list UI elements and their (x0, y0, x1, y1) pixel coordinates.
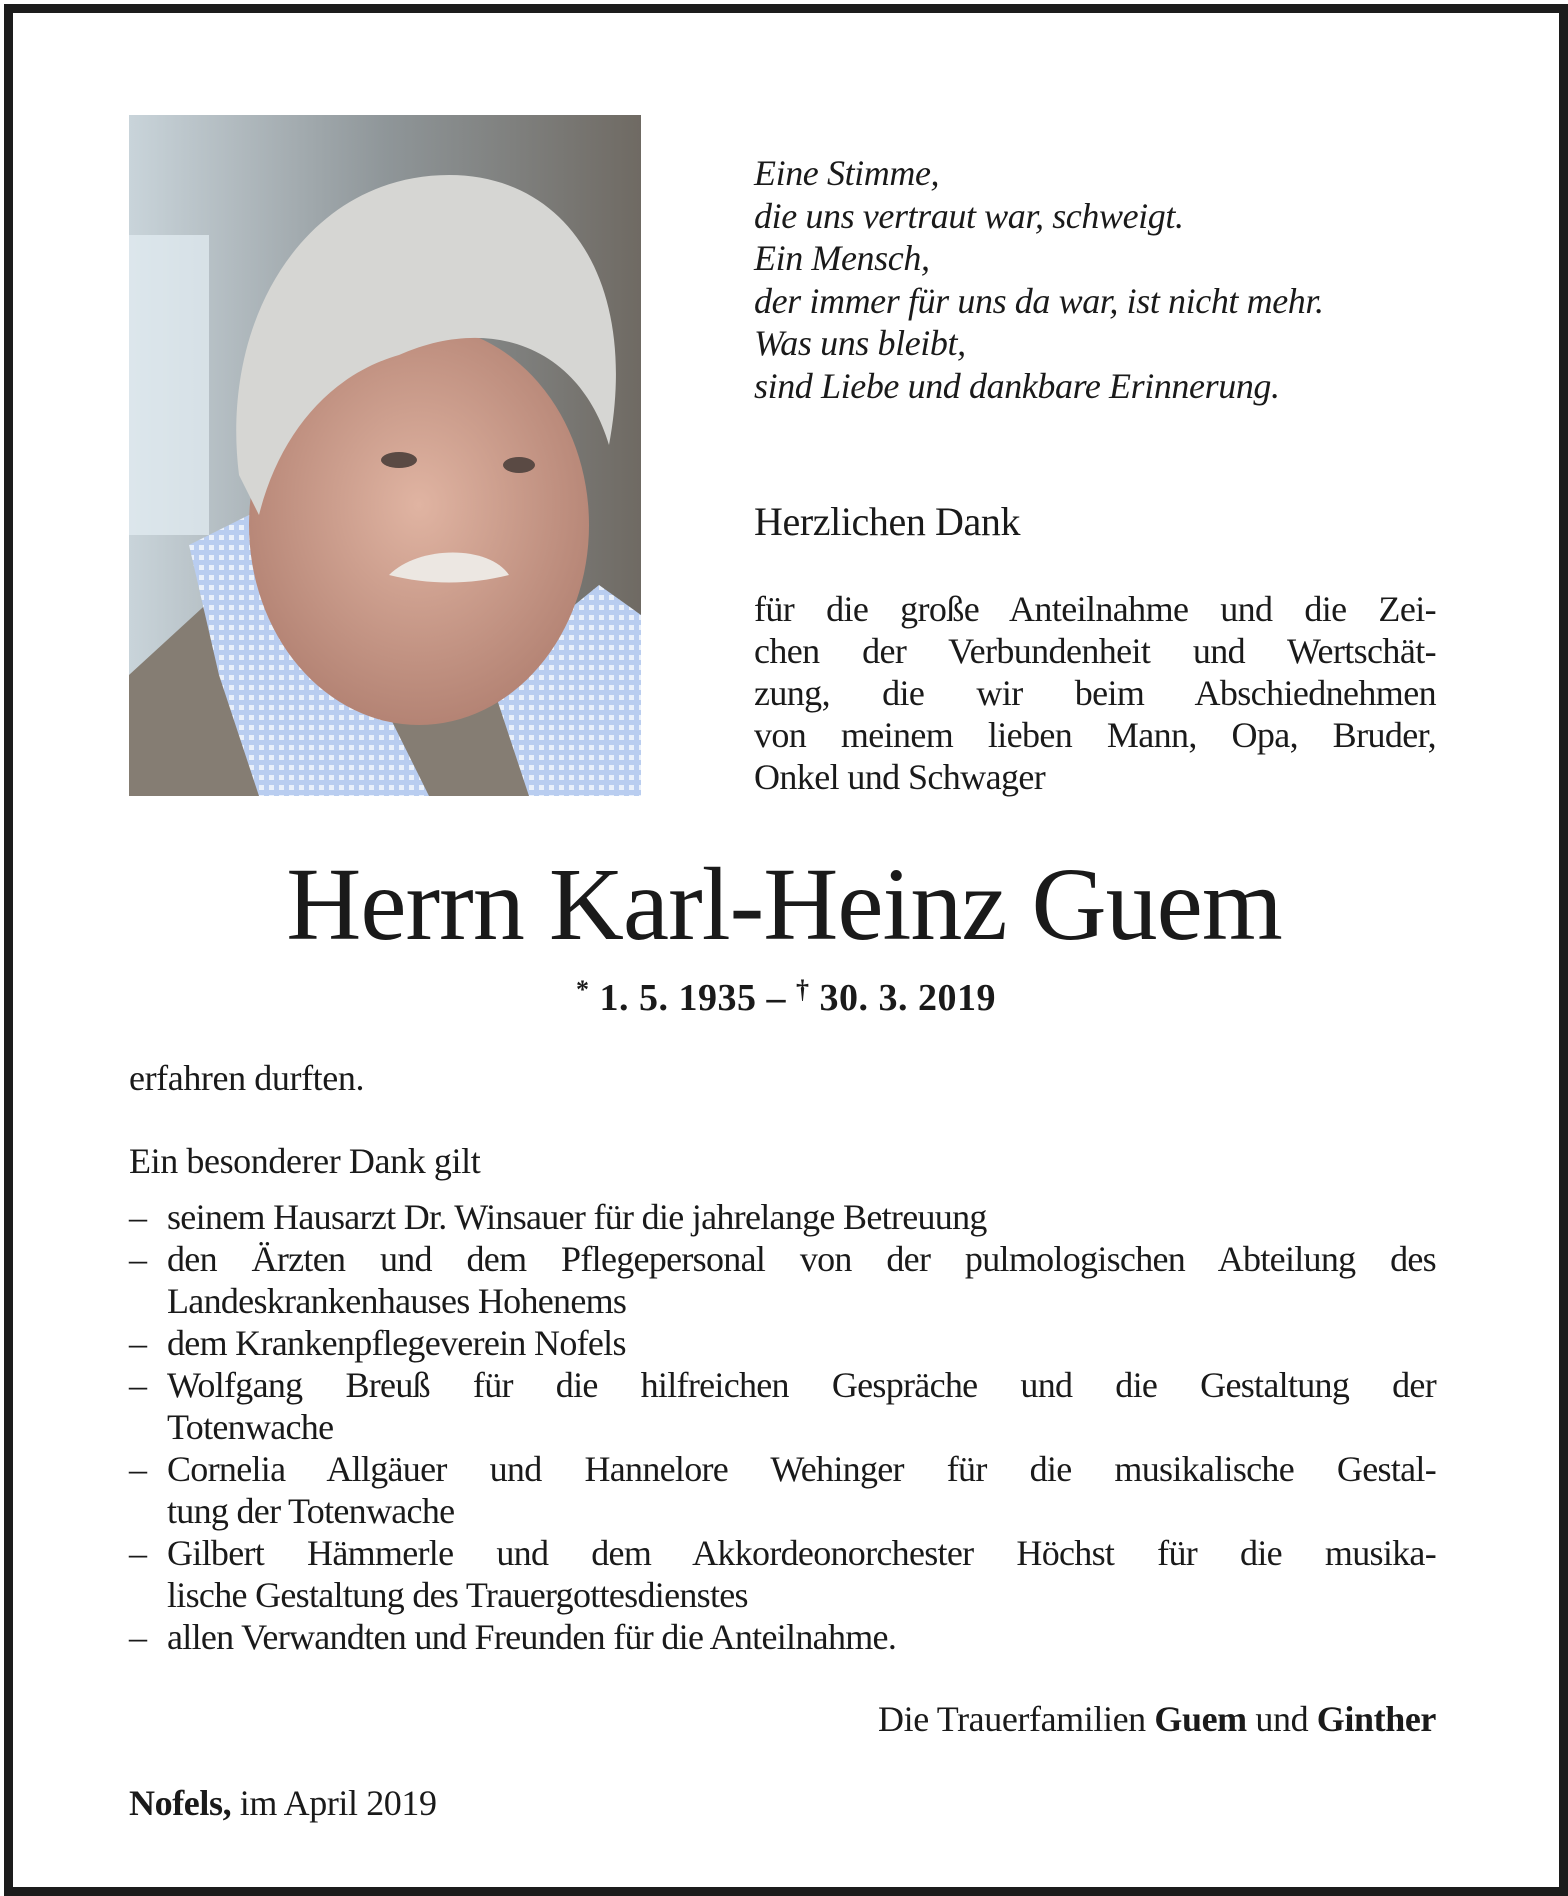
thanks-list (129, 1196, 1436, 1658)
signature-conjunction: und (1255, 1699, 1309, 1739)
list-item-line: tung der Totenwache (167, 1491, 455, 1531)
portrait-photo (129, 115, 641, 796)
list-item-line: Gilbert Hämmerle und dem Akkordeonorchester Höchst für die musika- (167, 1533, 1436, 1573)
list-item-line: den Ärzten und dem Pflegepersonal von der pulmologischen Abteilung des (167, 1239, 1436, 1279)
list-dash: – (129, 1197, 147, 1237)
birth-symbol: * (576, 975, 590, 1004)
list-item (129, 1532, 1436, 1616)
thanks-heading: Herzlichen Dank (754, 499, 1021, 544)
poem-line: Was uns bleibt, (754, 323, 966, 363)
list-item (129, 1364, 1436, 1448)
list-dash: – (129, 1323, 147, 1363)
place-town: Nofels, (129, 1783, 232, 1823)
after-name-text: erfahren durften. (129, 1058, 365, 1098)
death-date: 30. 3. 2019 (819, 977, 996, 1019)
poem-line: der immer für uns da war, ist nicht mehr. (754, 280, 1324, 321)
paragraph-line: für die große Anteilnahme und die Zei- (754, 589, 1436, 629)
list-item-line: Wolfgang Breuß für die hilfreichen Gespräche und die Gestaltung der (167, 1365, 1436, 1405)
list-dash: – (129, 1365, 147, 1405)
family-name: Guem (1154, 1699, 1247, 1739)
list-item-line: dem Krankenpflegeverein Nofels (167, 1323, 626, 1363)
special-thanks-intro: Ein besonderer Dank gilt (129, 1141, 481, 1181)
date-separator: – (766, 977, 786, 1019)
paragraph-line: von meinem lieben Mann, Opa, Bruder, (754, 715, 1436, 755)
poem-line: die uns vertraut war, schweigt. (754, 195, 1184, 236)
poem (754, 152, 1324, 407)
list-item (129, 1196, 1436, 1238)
place-date (129, 1782, 437, 1824)
thanks-paragraph (754, 588, 1436, 798)
signature-prefix: Die Trauerfamilien (878, 1699, 1146, 1739)
paragraph-line: chen der Verbundenheit und Wertschät- (754, 631, 1436, 671)
poem-line: sind Liebe und dankbare Erinnerung. (754, 365, 1280, 406)
birth-date: 1. 5. 1935 (599, 977, 757, 1019)
list-item-line: allen Verwandten und Freunden für die Anteilnahme. (167, 1617, 897, 1657)
list-dash: – (129, 1449, 147, 1489)
list-item-line: Landeskrankenhauses Hohenems (167, 1281, 627, 1321)
list-item (129, 1616, 1436, 1658)
signature (878, 1698, 1436, 1740)
poem-line: Eine Stimme, (754, 153, 940, 193)
family-name: Ginther (1316, 1699, 1436, 1739)
life-dates (0, 975, 1568, 1020)
list-item-line: lische Gestaltung des Trauergottesdienstes (167, 1575, 748, 1615)
list-item (129, 1238, 1436, 1322)
poem-line: Ein Mensch, (754, 238, 930, 278)
list-dash: – (129, 1617, 147, 1657)
paragraph-line: zung, die wir beim Abschiednehmen (754, 673, 1436, 713)
list-item-line: Totenwache (167, 1407, 334, 1447)
death-symbol: † (796, 975, 810, 1004)
list-dash: – (129, 1533, 147, 1573)
place-month: im April 2019 (239, 1783, 437, 1823)
list-dash: – (129, 1239, 147, 1279)
list-item (129, 1322, 1436, 1364)
paragraph-line: Onkel und Schwager (754, 757, 1046, 797)
deceased-name: Herrn Karl-Heinz Guem (286, 847, 1282, 962)
list-item (129, 1448, 1436, 1532)
list-item-line: seinem Hausarzt Dr. Winsauer für die jahrelange Betreuung (167, 1197, 987, 1237)
list-item-line: Cornelia Allgäuer und Hannelore Wehinger für die musikalische Gestal- (167, 1449, 1436, 1489)
